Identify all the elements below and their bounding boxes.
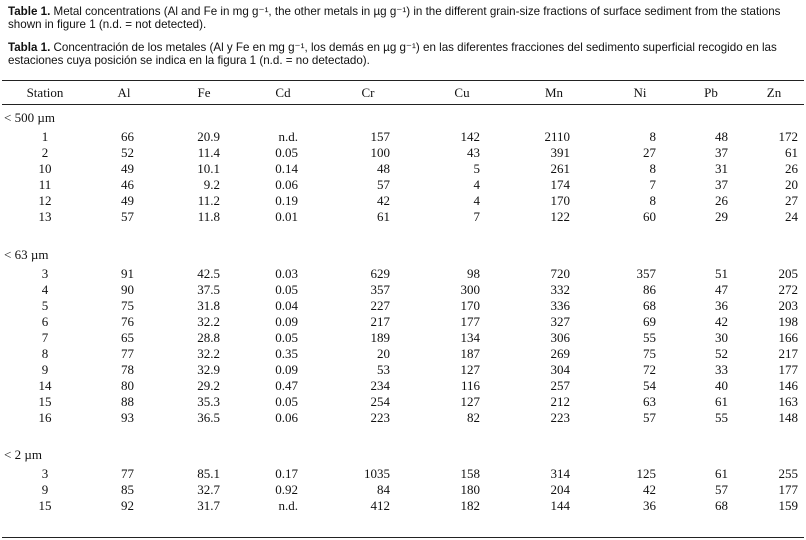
cell-mn: 204 [550,482,570,497]
cell-ni: 8 [649,129,656,144]
cell-ni: 63 [643,393,656,409]
table-row [2,378,804,394]
cell-ni: 55 [643,329,656,345]
cell-mn: 720 [550,265,570,281]
cell-al: 77 [121,466,134,481]
cell-fe: 35.3 [197,393,220,409]
section-spacer-cell [2,225,804,241]
cell-fe: 11.8 [197,209,220,224]
table-row [2,266,804,282]
cell-mn: 174 [550,177,570,192]
table-row [2,177,804,193]
cell-cu: 177 [460,313,480,329]
cell-cu: 170 [460,297,480,313]
cell-pb: 33 [715,361,728,377]
cell-ni: 69 [643,313,656,329]
cell-zn: 172 [778,129,798,144]
cell-al: 78 [121,361,134,377]
caption-english-text: Metal concentrations (Al and Fe in mg g⁻¹, the other metals in µg g⁻¹) in the different grain-size fractions of surface sediment from the stations shown in figure 1 (n.d. = not detected). [8,5,784,31]
table-row [2,129,804,145]
table-bottom-rule [2,537,804,538]
cell-mn: 304 [550,361,570,377]
column-header-ni: Ni [633,85,647,100]
cell-pb: 52 [715,345,728,361]
column-header-cr: Cr [361,85,375,100]
cell-cr: 61 [377,209,390,224]
cell-zn: 24 [785,209,798,224]
cell-zn: 177 [778,482,798,497]
cell-mn: 336 [550,297,570,313]
cell-cd: 0.92 [275,482,298,497]
cell-cu: 127 [460,361,480,377]
cell-zn: 177 [778,361,798,377]
cell-zn: 198 [778,313,798,329]
caption-spanish [8,41,800,67]
cell-station: 15 [38,393,52,409]
cell-cu: 158 [460,466,480,481]
cell-cu: 182 [460,498,480,513]
cell-fe: 31.7 [197,498,220,513]
cell-cd: 0.05 [275,393,298,409]
cell-pb: 51 [715,265,728,281]
cell-pb: 42 [715,313,728,329]
table-row [2,298,804,314]
cell-mn: 332 [550,281,570,297]
cell-al: 76 [121,313,134,329]
cell-al: 52 [121,145,134,160]
cell-zn: 166 [778,329,798,345]
cell-pb: 29 [715,209,728,224]
table-row [2,498,804,514]
cell-cd: n.d. [278,129,298,144]
cell-ni: 57 [643,409,656,425]
cell-mn: 314 [550,466,570,481]
cell-ni: 42 [643,482,656,497]
cell-cu: 43 [467,145,480,160]
cell-pb: 57 [715,482,728,497]
cell-pb: 37 [715,177,728,192]
cell-cu: 180 [460,482,480,497]
cell-fe: 11.4 [197,145,220,160]
cell-zn: 272 [778,281,798,297]
cell-al: 65 [121,329,134,345]
column-header-mn: Mn [544,85,564,100]
cell-zn: 148 [778,409,798,425]
cell-pb: 61 [715,393,728,409]
table-row [2,466,804,482]
cell-station: 5 [41,297,49,313]
cell-station: 8 [41,345,49,361]
cell-mn: 223 [550,409,570,425]
cell-cd: 0.03 [275,265,298,281]
cell-cr: 629 [370,265,390,281]
table-row [2,394,804,410]
cell-al: 93 [121,409,134,425]
cell-fe: 9.2 [203,177,220,192]
cell-cu: 134 [460,329,480,345]
section-label: < 63 µm [4,246,49,262]
table-row [2,346,804,362]
cell-al: 49 [121,161,134,176]
cell-al: 80 [121,377,134,393]
cell-mn: 122 [550,209,570,224]
cell-pb: 61 [715,466,728,481]
cell-zn: 255 [778,466,798,481]
cell-zn: 146 [778,377,798,393]
cell-pb: 40 [715,377,728,393]
cell-pb: 31 [715,161,728,176]
cell-fe: 10.1 [197,161,220,176]
cell-station: 9 [41,361,49,377]
cell-cu: 5 [473,161,480,176]
caption-english [8,5,800,31]
cell-ni: 8 [649,161,656,176]
cell-cd: 0.01 [275,209,298,224]
cell-ni: 8 [649,193,656,208]
cell-ni: 54 [643,377,656,393]
cell-cd: 0.09 [275,361,298,377]
cell-ni: 72 [643,361,656,377]
caption-english-label: Table 1. [8,5,51,18]
cell-zn: 163 [778,393,798,409]
cell-zn: 159 [778,498,798,513]
cell-pb: 48 [715,129,728,144]
cell-cd: 0.14 [275,161,298,176]
cell-cd: 0.09 [275,313,298,329]
cell-ni: 36 [643,498,656,513]
cell-mn: 261 [550,161,570,176]
cell-cu: 4 [473,193,480,208]
cell-cr: 42 [377,193,390,208]
cell-cd: 0.06 [275,409,298,425]
cell-al: 90 [121,281,134,297]
cell-al: 85 [121,482,134,497]
cell-al: 92 [121,498,134,513]
section-spacer-cell [2,426,804,442]
table-row [2,314,804,330]
section-spacer [2,426,804,442]
cell-station: 1 [41,129,49,144]
cell-zn: 26 [785,161,798,176]
cell-mn: 212 [550,393,570,409]
cell-station: 3 [41,265,49,281]
cell-station: 11 [38,177,52,192]
table-row [2,193,804,209]
cell-cu: 142 [460,129,480,144]
cell-cr: 84 [377,482,390,497]
cell-cr: 157 [370,129,390,144]
cell-al: 88 [121,393,134,409]
section-label: < 2 µm [4,447,42,462]
cell-station: 6 [41,313,49,329]
section-header-row [2,441,804,466]
cell-pb: 55 [715,409,728,425]
cell-station: 4 [41,281,49,297]
cell-cd: 0.17 [275,466,298,481]
table-row [2,282,804,298]
cell-cu: 116 [460,377,480,393]
cell-fe: 29.2 [197,377,220,393]
cell-station: 3 [41,466,49,481]
cell-cr: 227 [370,297,390,313]
cell-cu: 82 [467,409,480,425]
cell-fe: 37.5 [197,281,220,297]
cell-station: 9 [41,482,49,497]
cell-al: 46 [121,177,134,192]
cell-al: 57 [121,209,134,224]
cell-pb: 47 [715,281,728,297]
column-header-cu: Cu [454,85,470,100]
cell-zn: 203 [778,297,798,313]
cell-al: 66 [121,129,134,144]
cell-ni: 86 [643,281,656,297]
cell-cd: 0.05 [275,145,298,160]
cell-cu: 300 [460,281,480,297]
cell-zn: 27 [785,193,798,208]
cell-fe: 32.2 [197,345,220,361]
cell-cr: 189 [370,329,390,345]
cell-al: 49 [121,193,134,208]
cell-cd: 0.05 [275,281,298,297]
cell-cr: 412 [370,498,390,513]
cell-station: 16 [38,409,52,425]
cell-mn: 170 [550,193,570,208]
cell-cu: 7 [473,209,480,224]
cell-ni: 125 [636,466,656,481]
table-row [2,362,804,378]
cell-zn: 217 [778,345,798,361]
cell-station: 14 [38,377,52,393]
cell-cr: 217 [370,313,390,329]
cell-mn: 144 [550,498,570,513]
cell-ni: 27 [643,145,656,160]
cell-station: 13 [38,209,52,224]
cell-cu: 4 [473,177,480,192]
cell-cd: 0.19 [275,193,298,208]
cell-pb: 30 [715,329,728,345]
cell-zn: 205 [778,265,798,281]
cell-fe: 42.5 [197,265,220,281]
table-row [2,410,804,426]
cell-cd: 0.04 [275,297,298,313]
cell-cr: 223 [370,409,390,425]
cell-ni: 75 [643,345,656,361]
cell-ni: 68 [643,297,656,313]
section-header-row [2,104,804,129]
cell-ni: 357 [636,265,656,281]
cell-zn: 61 [785,145,798,160]
cell-station: 7 [41,329,49,345]
cell-fe: 32.2 [197,313,220,329]
column-header-fe: Fe [197,85,211,100]
table-header-row [2,82,804,104]
cell-pb: 36 [715,297,728,313]
column-header-station: Station [26,85,64,100]
table-row [2,161,804,177]
cell-mn: 2110 [544,129,570,144]
cell-cd: 0.47 [275,377,298,393]
cell-cr: 53 [377,361,390,377]
cell-fe: 20.9 [197,129,220,144]
cell-al: 77 [121,345,134,361]
cell-cr: 48 [377,161,390,176]
cell-cr: 1035 [364,466,390,481]
cell-cr: 357 [370,281,390,297]
table-row [2,145,804,161]
cell-cr: 254 [370,393,390,409]
cell-cd: 0.05 [275,329,298,345]
cell-cu: 98 [467,265,480,281]
caption-spanish-text: Concentración de los metales (Al y Fe en mg g⁻¹, los demás en µg g⁻¹) en las diferentes fracciones del sedimento superficial recogido en las estaciones cuya posición se indica en la figura 1 (n.d. = no detectado). [8,41,781,67]
cell-pb: 37 [715,145,728,160]
table-row [2,330,804,346]
cell-fe: 36.5 [197,409,220,425]
cell-zn: 20 [785,177,798,192]
cell-cd: n.d. [278,498,298,513]
cell-mn: 269 [550,345,570,361]
section-header-row [2,241,804,266]
cell-station: 12 [38,193,52,208]
caption-spanish-label: Tabla 1. [8,41,51,54]
cell-fe: 85.1 [197,466,220,481]
cell-cr: 20 [377,345,390,361]
cell-mn: 306 [550,329,570,345]
cell-al: 75 [121,297,134,313]
cell-pb: 26 [715,193,728,208]
cell-fe: 32.9 [197,361,220,377]
cell-cr: 57 [377,177,390,192]
cell-fe: 11.2 [197,193,220,208]
column-header-al: Al [117,85,131,100]
cell-cd: 0.35 [275,345,298,361]
cell-al: 91 [121,265,134,281]
cell-station: 10 [38,161,52,176]
section-label: < 500 µm [4,110,55,125]
cell-ni: 7 [649,177,656,192]
cell-fe: 32.7 [197,482,220,497]
cell-fe: 28.8 [197,329,220,345]
table-row [2,209,804,225]
table-row [2,482,804,498]
cell-cu: 187 [460,345,480,361]
cell-fe: 31.8 [197,297,220,313]
section-spacer [2,225,804,241]
cell-cu: 127 [460,393,480,409]
column-header-cd: Cd [275,85,291,100]
cell-mn: 257 [550,377,570,393]
table-top-rule [2,80,804,81]
column-header-zn: Zn [766,85,782,100]
cell-mn: 327 [550,313,570,329]
cell-mn: 391 [550,145,570,160]
cell-cr: 100 [370,145,390,160]
cell-ni: 60 [643,209,656,224]
cell-cr: 234 [370,377,390,393]
cell-cd: 0.06 [275,177,298,192]
metal-concentration-table [2,82,804,514]
cell-pb: 68 [715,498,728,513]
column-header-pb: Pb [704,85,718,100]
cell-station: 2 [41,145,49,160]
cell-station: 15 [38,498,52,513]
